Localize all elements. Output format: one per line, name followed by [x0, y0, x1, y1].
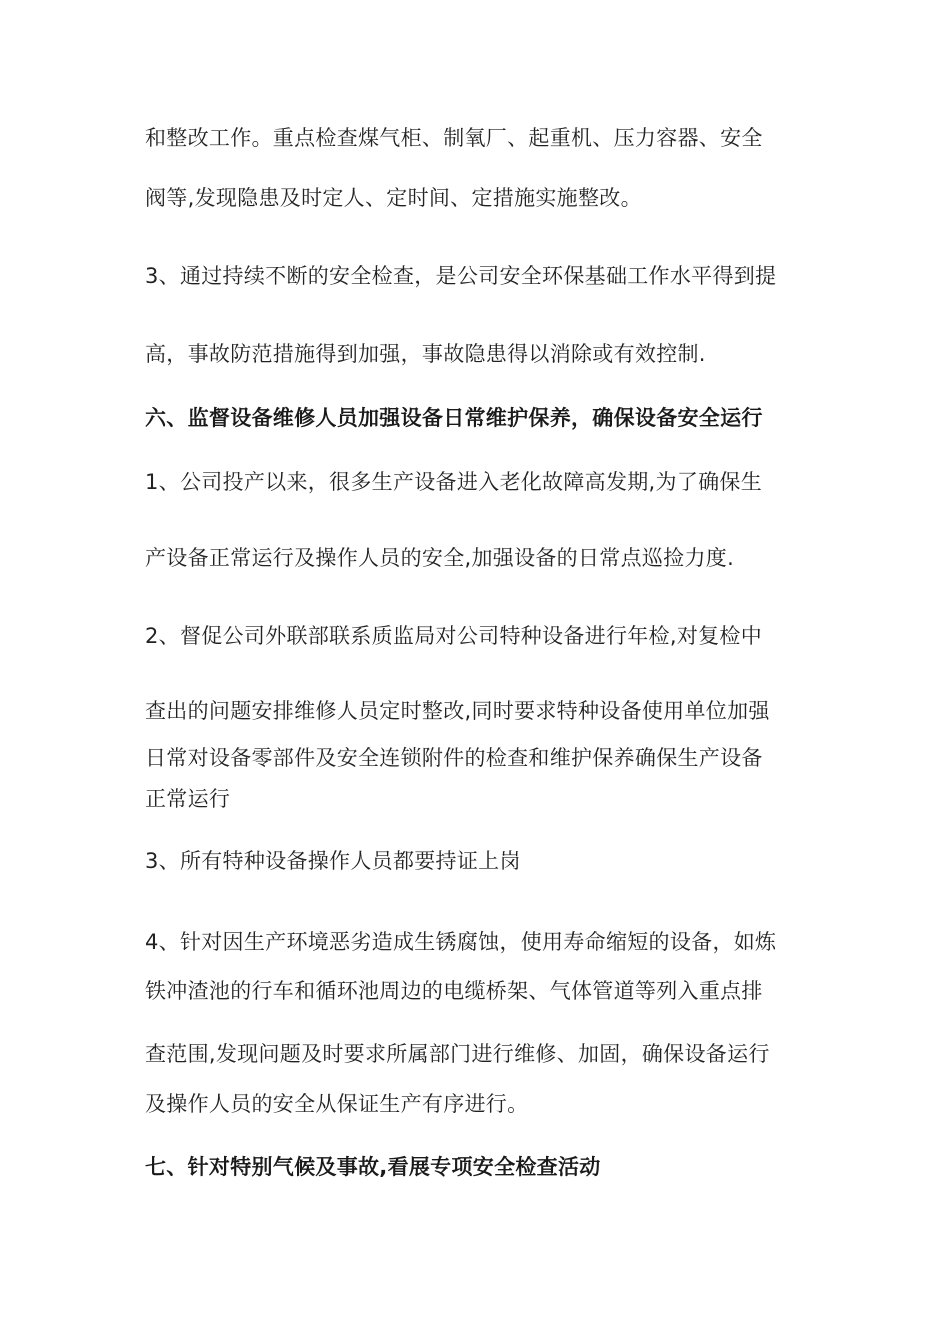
- text-line: 产设备正常运行及操作人员的安全,加强设备的日常点巡捡力度.: [145, 546, 735, 570]
- text-line: 和整改工作。重点检查煤气柜、制氧厂、起重机、压力容器、安全: [145, 126, 763, 150]
- text-line: 查出的问题安排维修人员定时整改,同时要求特种设备使用单位加强: [145, 699, 770, 723]
- text-line: 日常对设备零部件及安全连锁附件的检查和维护保养确保生产设备: [145, 746, 763, 770]
- text-line: 2、督促公司外联部联系质监局对公司特种设备进行年检,对复检中: [145, 624, 763, 648]
- text-line: 阀等,发现隐患及时定人、定时间、定措施实施整改。: [145, 186, 642, 210]
- section-heading: 七、针对特别气候及事故,看展专项安全检查活动: [145, 1155, 601, 1179]
- section-heading: 六、监督设备维修人员加强设备日常维护保养，确保设备安全运行: [145, 406, 763, 430]
- text-line: 及操作人员的安全从保证生产有序进行。: [145, 1092, 529, 1116]
- text-line: 高，事故防范措施得到加强，事故隐患得以消除或有效控制.: [145, 342, 706, 366]
- text-line: 正常运行: [145, 787, 231, 811]
- text-line: 查范围,发现问题及时要求所属部门进行维修、加固，确保设备运行: [145, 1042, 770, 1066]
- text-line: 3、通过持续不断的安全检查，是公司安全环保基础工作水平得到提: [145, 264, 777, 288]
- text-line: 1、公司投产以来，很多生产设备进入老化故障高发期,为了确保生: [145, 470, 763, 494]
- text-line: 4、针对因生产环境恶劣造成生锈腐蚀，使用寿命缩短的设备，如炼: [145, 930, 777, 954]
- text-line: 3、所有特种设备操作人员都要持证上岗: [145, 849, 521, 873]
- text-line: 铁冲渣池的行车和循环池周边的电缆桥架、气体管道等列入重点排: [145, 979, 763, 1003]
